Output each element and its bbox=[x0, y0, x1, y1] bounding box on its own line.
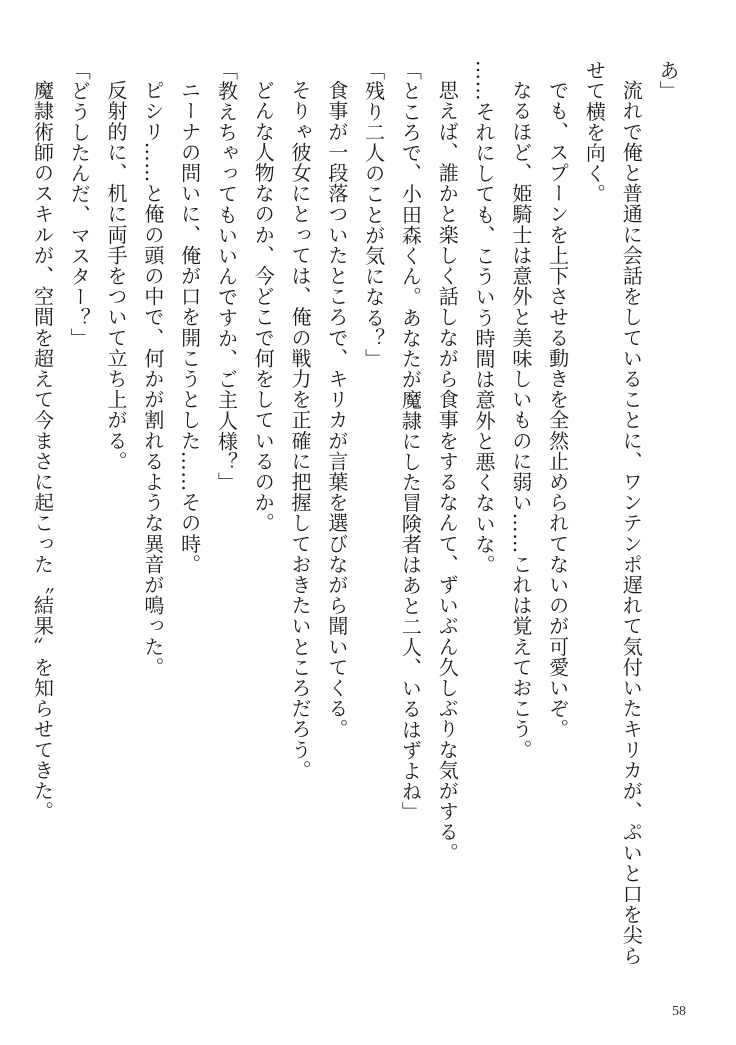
text-line: そりゃ彼女にとっては、俺の戦力を正確に把握しておきたいところだろう。 bbox=[288, 80, 313, 781]
text-line: ……それにしても、こういう時間は意外と悪くないな。 bbox=[472, 60, 497, 575]
text-line: 魔隷術師のスキルが、空間を超えて今まさに起こった〝結果〟を知らせてきた。 bbox=[30, 80, 55, 822]
text-line: 食事が一段落ついたところで、キリカが言葉を選びながら聞いてくる。 bbox=[324, 80, 349, 740]
text-line: 流れで俺と普通に会話をしていることに、ワンテンポ遅れて気付いたキリカが、ぷいと口を尖ら bbox=[619, 80, 644, 966]
vertical-text-body bbox=[30, 60, 686, 966]
page-number: 58 bbox=[672, 1004, 686, 1019]
text-line: でも、スプーンを上下させる動きを全然止められてないのが可愛いぞ。 bbox=[545, 80, 570, 740]
text-line: 反射的に、机に両手をついて立ち上がる。 bbox=[104, 80, 129, 472]
text-line: どんな人物なのか、今どこで何をしているのか。 bbox=[251, 80, 276, 534]
text-line: 思えば、誰かと楽しく話しながら食事をするなんて、ずいぶん久しぶりな気がする。 bbox=[435, 80, 460, 863]
text-line: ニーナの問いに、俺が口を開こうとした……その時。 bbox=[177, 80, 202, 575]
text-line: 「どうしたんだ、マスター？」 bbox=[67, 60, 92, 349]
text-line: 「残り二人のことが気になる？」 bbox=[361, 60, 386, 369]
text-line: ピシリ……と俺の頭の中で、何かが割れるような異音が鳴った。 bbox=[140, 80, 165, 678]
text-line: 「教えちゃってもいいんですか、ご主人様？」 bbox=[214, 60, 239, 493]
text-line: せて横を向く。 bbox=[582, 60, 607, 205]
text-line: 「ところで、小田森くん。あなたが魔隷にした冒険者はあと二人、いるはずよね」 bbox=[398, 60, 423, 823]
text-line: あ」 bbox=[656, 60, 680, 102]
text-line: なるほど、姫騎士は意外と美味しいものに弱い……これは覚えておこう。 bbox=[508, 80, 533, 760]
